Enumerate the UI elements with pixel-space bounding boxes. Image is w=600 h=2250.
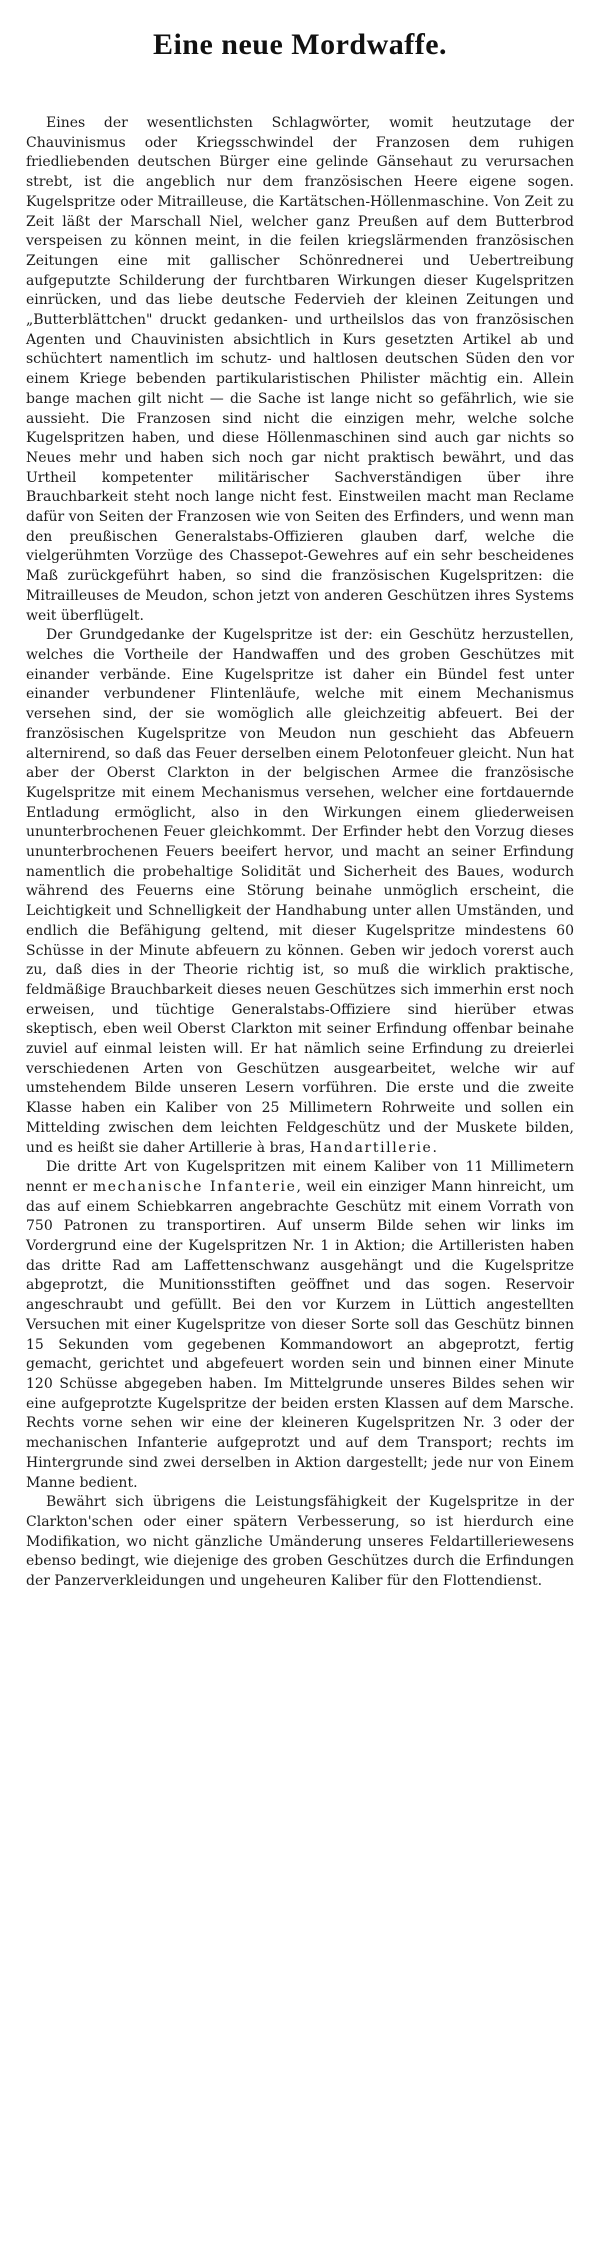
- article-paragraph-3: [26, 1158, 574, 1493]
- article-title: Eine neue Mordwaffe.: [152, 28, 448, 61]
- paragraph-text: Eines der wesentlichsten Schlagwörter, womit heutzutage der Chauvinismus oder Kriegsschwindel der Franzosen dem ruhigen friedliebenden deutschen Bürger eine gelinde Gänsehaut zu verursachen strebt, ist die angeblich nur dem französischen Heere eigene sogen. Kugelspritze oder Mitrailleuse, die Kartätschen-Höllenmaschine. Von Zeit zu Zeit läßt der Marschall Niel, welcher ganz Preußen auf dem Butterbrod verspeisen zu können meint, in die feilen kriegslärmenden französischen Zeitungen eine mit gallischer Schönrednerei und Uebertreibung aufgeputzte Schilderung der furchtbaren Wirkungen dieser Kugelspritzen einrücken, und das liebe deutsche Federvieh der kleinen Zeitungen und „Butterblättchen" druckt gedanken- und urtheilslos das von französischen Agenten und Chauvinisten absichtlich in Kurs gesetzten Artikel ab und schüchtert namentlich im schutz- und haltlosen deutschen Süden den vor einem Kriege bebenden partikularistischen Philister mächtig ein. Allein bange machen gilt nicht — die Sache ist lange nicht so gefährlich, wie sie aussieht. Die Franzosen sind nicht die einzigen mehr, welche solche Kugelspritzen haben, und diese Höllenmaschinen sind auch gar nichts so Neues mehr und haben sich noch gar nicht praktisch bewährt, und das Urtheil kompetenter militärischer Sachverständigen über ihre Brauchbarkeit steht noch lange nicht fest. Einstweilen macht man Reclame dafür von Seiten der Franzosen wie von Seiten des Erfinders, und wenn man den preußischen Generalstabs-Offizieren glauben darf, welche die vielgerühmten Vorzüge des Chassepot-Gewehres auf ein sehr bescheidenes Maß zurückgeführt haben, so sind die französischen Kugelspritzen: die Mitrailleuses de Meudon, schon jetzt von anderen Geschützen ihres Systems weit überflügelt.: [26, 115, 574, 624]
- article-paragraph-1: [26, 114, 574, 626]
- paragraph-text: Die dritte Art von Kugelspritzen mit einem Kaliber von 11 Millimetern nennt er: [26, 1159, 574, 1195]
- spaced-emphasis-term: mechanische Infanterie: [92, 1178, 297, 1195]
- article-paragraph-4: [26, 1493, 574, 1592]
- spaced-emphasis-term: Handartillerie: [309, 1139, 433, 1156]
- paragraph-text: .: [432, 1139, 437, 1156]
- paragraph-text: Der Grundgedanke der Kugelspritze ist der: ein Geschütz herzustellen, welches die Vortheile der Handwaffen und des groben Geschützes mit einander verbände. Eine Kugelspritze ist daher ein Bündel fest unter einander verbundener Flintenläufe, welche mit einem Mechanismus versehen sind, der sie womöglich alle gleichzeitig abfeuert. Bei der französischen Kugelspritze von Meudon nun geschieht das Abfeuern alternirend, so daß das Feuer derselben einem Pelotonfeuer gleicht. Nun hat aber der Oberst Clarkton in der belgischen Armee die französische Kugelspritze mit einem Mechanismus versehen, welcher eine fortdauernde Entladung ermöglicht, also in den Wirkungen einem gliederweisen ununterbrochenen Feuer gleichkommt. Der Erfinder hebt den Vorzug dieses ununterbrochenen Feuers beeifert hervor, und macht an seiner Erfindung namentlich die probehaltige Solidität und Sicherheit des Baues, wodurch während des Feuerns eine Störung beinahe unmöglich erscheint, die Leichtigkeit und Schnelligkeit der Handhabung unter allen Umständen, und endlich die Befähigung geltend, mit dieser Kugelspritze mindestens 60 Schüsse in der Minute abfeuern zu können. Geben wir jedoch vorerst auch zu, daß dies in der Theorie richtig ist, so muß die wirklich praktische, feldmäßige Brauchbarkeit dieses neuen Geschützes sich immerhin erst noch erweisen, und tüchtige Generalstabs-Offiziere sind hierüber etwas skeptisch, eben weil Oberst Clarkton mit seiner Erfindung offenbar beinahe zuviel auf einmal leisten will. Er hat nämlich seine Erfindung zu dreierlei verschiedenen Arten von Geschützen ausgearbeitet, welche wir auf umstehendem Bilde unseren Lesern vorführen. Die erste und die zweite Klasse haben ein Kaliber von 25 Millimetern Rohrweite und sollen ein Mittelding zwischen dem leichten Feldgeschütz und der Muskete bilden, und es heißt sie daher Artillerie à bras,: [26, 627, 574, 1156]
- paragraph-text: Bewährt sich übrigens die Leistungsfähigkeit der Kugelspritze in der Clarkton'schen oder einer spätern Verbesserung, so ist hierdurch eine Modifikation, wo nicht gänzliche Umänderung unseres Feldartilleriewesens ebenso bedingt, wie diejenige des groben Geschützes durch die Erfindungen der Panzerverkleidungen und ungeheuren Kaliber für den Flottendienst.: [26, 1494, 574, 1590]
- paragraph-text: , weil ein einziger Mann hinreicht, um das auf einem Schiebkarren angebrachte Geschütz mit einem Vorrath von 750 Patronen zu transportiren. Auf unserm Bilde sehen wir links im Vordergrund eine der Kugelspritzen Nr. 1 in Aktion; die Artilleristen haben das dritte Rad am Laffettenschwanz ausgehängt und die Kugelspritze abgeprotzt, die Munitionsstiften geöffnet und das sogen. Reservoir angeschraubt und gefüllt. Bei den vor Kurzem in Lüttich angestellten Versuchen mit einer Kugelspritze von dieser Sorte soll das Geschütz binnen 15 Sekunden vom gegebenen Kommandowort an abgeprotzt, fertig gemacht, gerichtet und abgefeuert worden sein und binnen einer Minute 120 Schüsse abgegeben haben. Im Mittelgrunde unseres Bildes sehen wir eine aufgeprotzte Kugelspritze der beiden ersten Klassen auf dem Marsche. Rechts vorne sehen wir eine der kleineren Kugelspritzen Nr. 3 oder der mechanischen Infanterie aufgeprotzt und auf dem Transport; rechts im Hintergrunde sind zwei derselben in Aktion dargestellt; jede nur von Einem Manne bedient.: [26, 1178, 575, 1491]
- article-paragraph-2: [26, 626, 574, 1158]
